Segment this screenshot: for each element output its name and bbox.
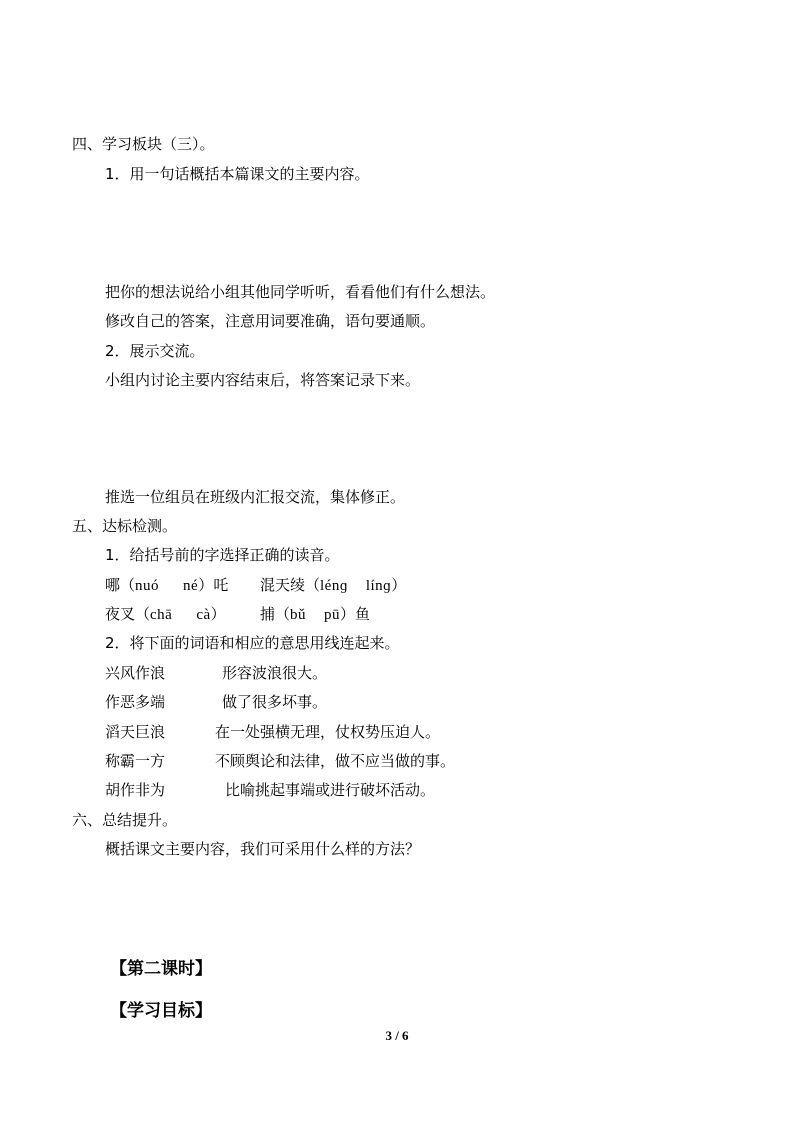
match-right-item: 在一处强横无理，仗权势压迫人。 — [215, 723, 441, 741]
pinyin-option: pū — [324, 607, 341, 623]
match-left-item: 称霸一方 — [105, 752, 166, 770]
match-right-item: 比喻挑起事端或进行破坏活动。 — [225, 781, 436, 799]
pinyin-row-2 — [105, 604, 226, 625]
match-left-item: 滔天巨浪 — [105, 723, 166, 741]
pinyin-row-1-word-2 — [260, 575, 406, 596]
section-5-question-2: 2．将下面的词语和相应的意思用线连起来。 — [105, 634, 400, 652]
pinyin-option: né — [183, 578, 199, 594]
lesson-2-title: 【第二课时】 — [110, 959, 212, 979]
pinyin-word-suffix: ） — [210, 605, 226, 623]
match-right-item: 做了很多坏事。 — [222, 693, 328, 711]
section-4-heading: 四、学习板块（三）。 — [72, 135, 215, 153]
section-4-paragraph-3: 小组内讨论主要内容结束后，将答案记录下来。 — [105, 371, 421, 389]
section-4-question-1: 1．用一句话概括本篇课文的主要内容。 — [105, 165, 370, 183]
pinyin-option: bǔ — [290, 607, 307, 623]
page-number: 3 / 6 — [385, 1028, 409, 1043]
section-4-paragraph-4: 推选一位组员在班级内汇报交流，集体修正。 — [105, 488, 406, 506]
pinyin-word-prefix: 夜叉（ — [105, 605, 151, 623]
section-5-question-1: 1．给括号前的字选择正确的读音。 — [105, 546, 340, 564]
pinyin-word-prefix: 捕（ — [260, 605, 291, 623]
pinyin-option: cà — [196, 607, 211, 623]
section-6-heading: 六、总结提升。 — [72, 811, 178, 829]
pinyin-option: lénɡ — [320, 578, 348, 594]
match-left-item: 兴风作浪 — [105, 664, 166, 682]
pinyin-word-prefix: 混天绫（ — [260, 576, 321, 594]
match-left-item: 胡作非为 — [105, 781, 166, 799]
pinyin-option: nuó — [135, 578, 160, 594]
section-5-heading: 五、达标检测。 — [72, 517, 178, 535]
pinyin-row-2-word-2 — [260, 604, 370, 625]
pinyin-word-prefix: 哪（ — [105, 576, 136, 594]
match-left-item: 作恶多端 — [105, 693, 166, 711]
pinyin-word-suffix: ）吒 — [198, 576, 229, 594]
section-4-paragraph-2: 修改自己的答案，注意用词要准确，语句要通顺。 — [105, 312, 436, 330]
learning-objectives-heading: 【学习目标】 — [110, 1001, 212, 1021]
pinyin-word-suffix: ）鱼 — [340, 605, 371, 623]
match-right-item: 不顾舆论和法律，做不应当做的事。 — [215, 752, 456, 770]
section-4-question-2: 2．展示交流。 — [105, 342, 205, 360]
pinyin-option: línɡ — [365, 578, 392, 594]
pinyin-row-1 — [105, 575, 228, 596]
match-right-item: 形容波浪很大。 — [222, 664, 328, 682]
pinyin-word-suffix: ） — [391, 576, 407, 594]
section-6-paragraph-1: 概括课文主要内容，我们可采用什么样的方法？ — [105, 840, 421, 858]
section-4-paragraph-1: 把你的想法说给小组其他同学听听，看看他们有什么想法。 — [105, 283, 496, 301]
pinyin-option: chā — [150, 607, 173, 623]
